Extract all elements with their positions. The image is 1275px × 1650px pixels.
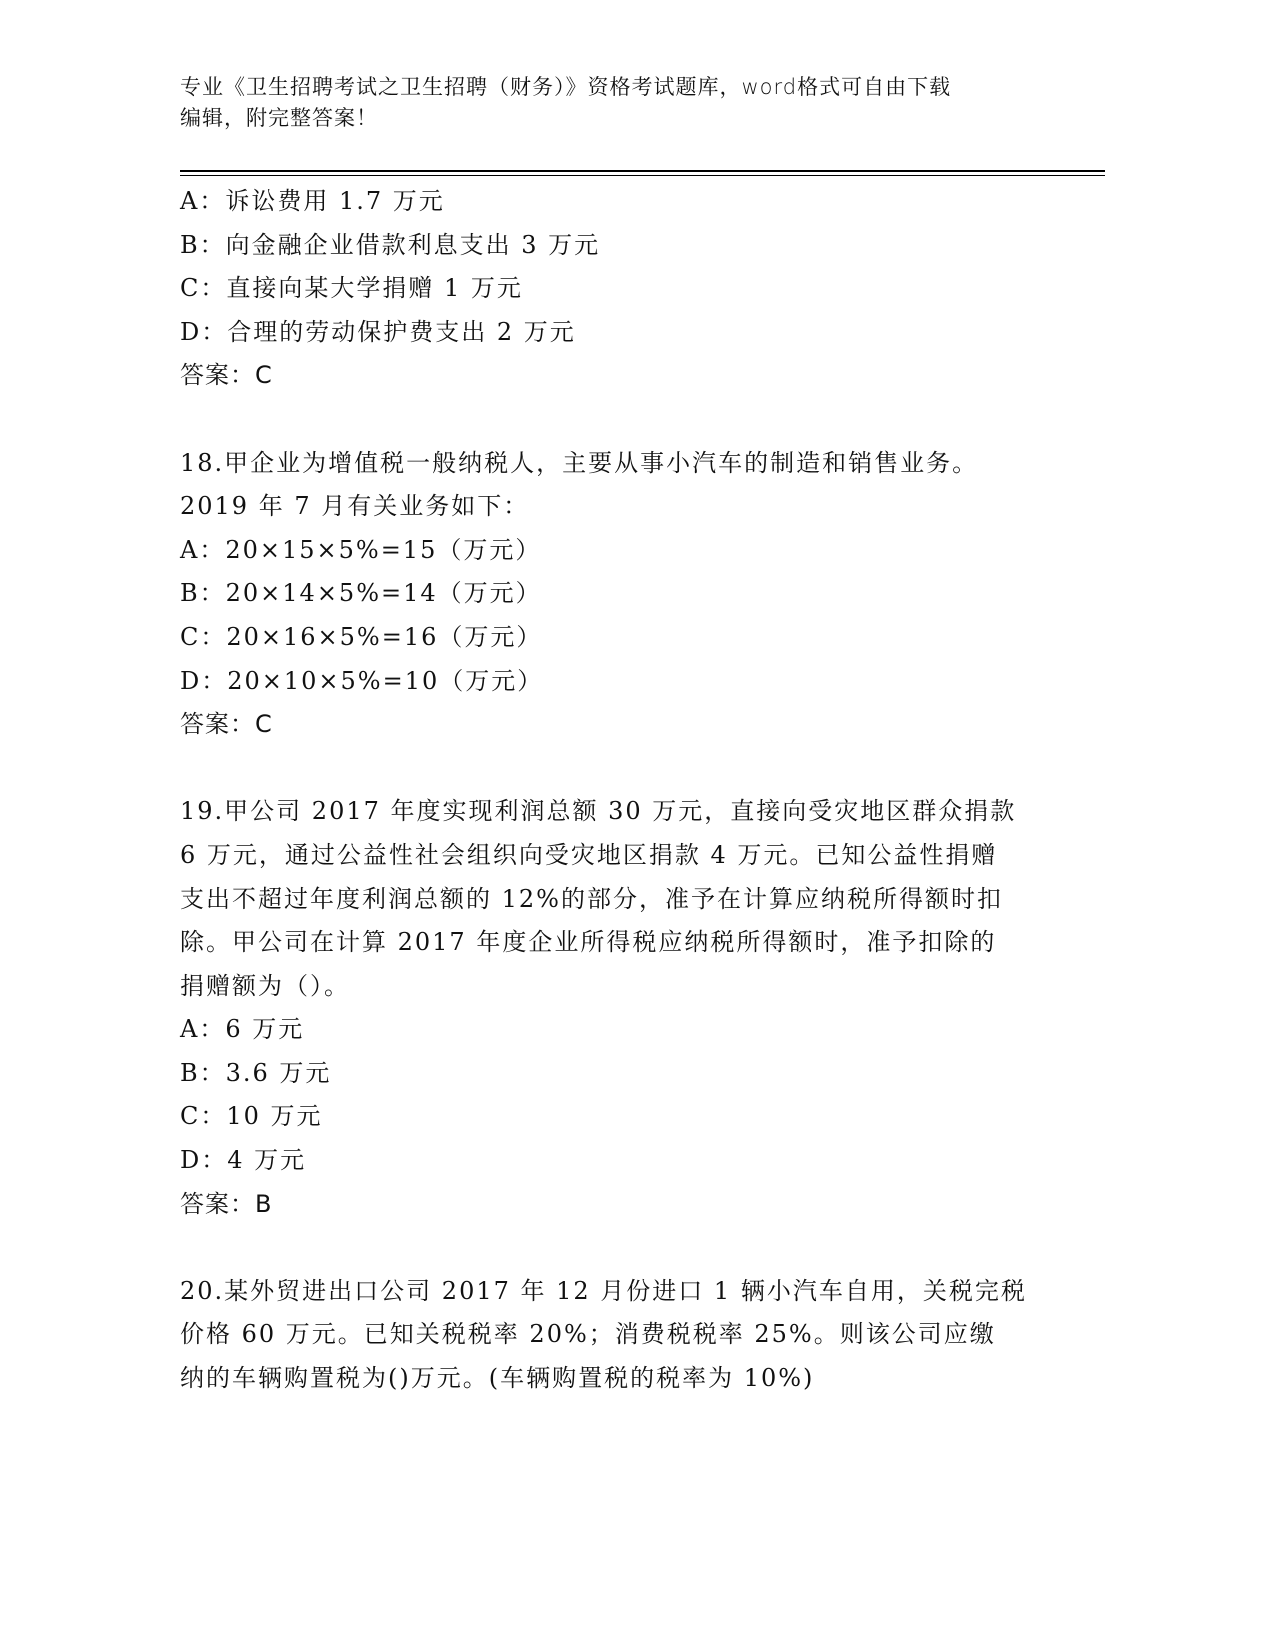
question-17 <box>180 180 1060 398</box>
question-text: 捐赠额为（）。 <box>180 971 350 1000</box>
question-text: 6 万元，通过公益性社会组织向受灾地区捐款 4 万元。已知公益性捐赠 <box>180 840 998 869</box>
question-text: 2019 年 7 月有关业务如下： <box>180 492 530 521</box>
option-b: B：20×14×5%=14（万元） <box>180 579 542 608</box>
header-line-2: 编辑，附完整答案！ <box>180 106 378 130</box>
question-20 <box>180 1270 1060 1401</box>
question-text: 19.甲公司 2017 年度实现利润总额 30 万元，直接向受灾地区群众捐款 <box>180 797 1017 826</box>
question-text: 纳的车辆购置税为()万元。(车辆购置税的税率为 10%) <box>180 1364 815 1393</box>
option-d: D：合理的劳动保护费支出 2 万元 <box>180 317 576 346</box>
option-c: C：20×16×5%=16（万元） <box>180 622 543 651</box>
option-a: A：诉讼费用 1.7 万元 <box>180 187 445 215</box>
answer: 答案：C <box>180 710 273 739</box>
option-c: C：直接向某大学捐赠 1 万元 <box>180 274 523 303</box>
question-19 <box>180 790 1060 1226</box>
answer: 答案：C <box>180 361 273 390</box>
question-text: 支出不超过年度利润总额的 12%的部分，准予在计算应纳税所得额时扣 <box>180 884 1003 913</box>
answer: 答案：B <box>180 1189 273 1218</box>
option-b: B：3.6 万元 <box>180 1058 332 1087</box>
option-a: A：20×15×5%=15（万元） <box>180 535 542 564</box>
option-c: C：10 万元 <box>180 1102 323 1131</box>
question-text: 除。甲公司在计算 2017 年度企业所得税应纳税所得额时，准予扣除的 <box>180 928 997 957</box>
option-b: B：向金融企业借款利息支出 3 万元 <box>180 230 601 259</box>
question-text: 18.甲企业为增值税一般纳税人，主要从事小汽车的制造和销售业务。 <box>180 448 979 477</box>
document-body <box>180 180 1060 1401</box>
header-divider-thin <box>180 175 1105 176</box>
option-a: A：6 万元 <box>180 1015 305 1044</box>
question-18 <box>180 442 1060 747</box>
option-d: D：20×10×5%=10（万元） <box>180 666 544 695</box>
option-d: D：4 万元 <box>180 1146 307 1175</box>
header-line-1: 专业《卫生招聘考试之卫生招聘（财务）》资格考试题库，word格式可自由下载 <box>180 75 952 99</box>
question-text: 20.某外贸进出口公司 2017 年 12 月份进口 1 辆小汽车自用，关税完税 <box>180 1276 1027 1305</box>
header-divider-thick <box>180 170 1105 172</box>
question-text: 价格 60 万元。已知关税税率 20%；消费税税率 25%。则该公司应缴 <box>180 1320 996 1349</box>
document-header <box>180 72 1040 134</box>
